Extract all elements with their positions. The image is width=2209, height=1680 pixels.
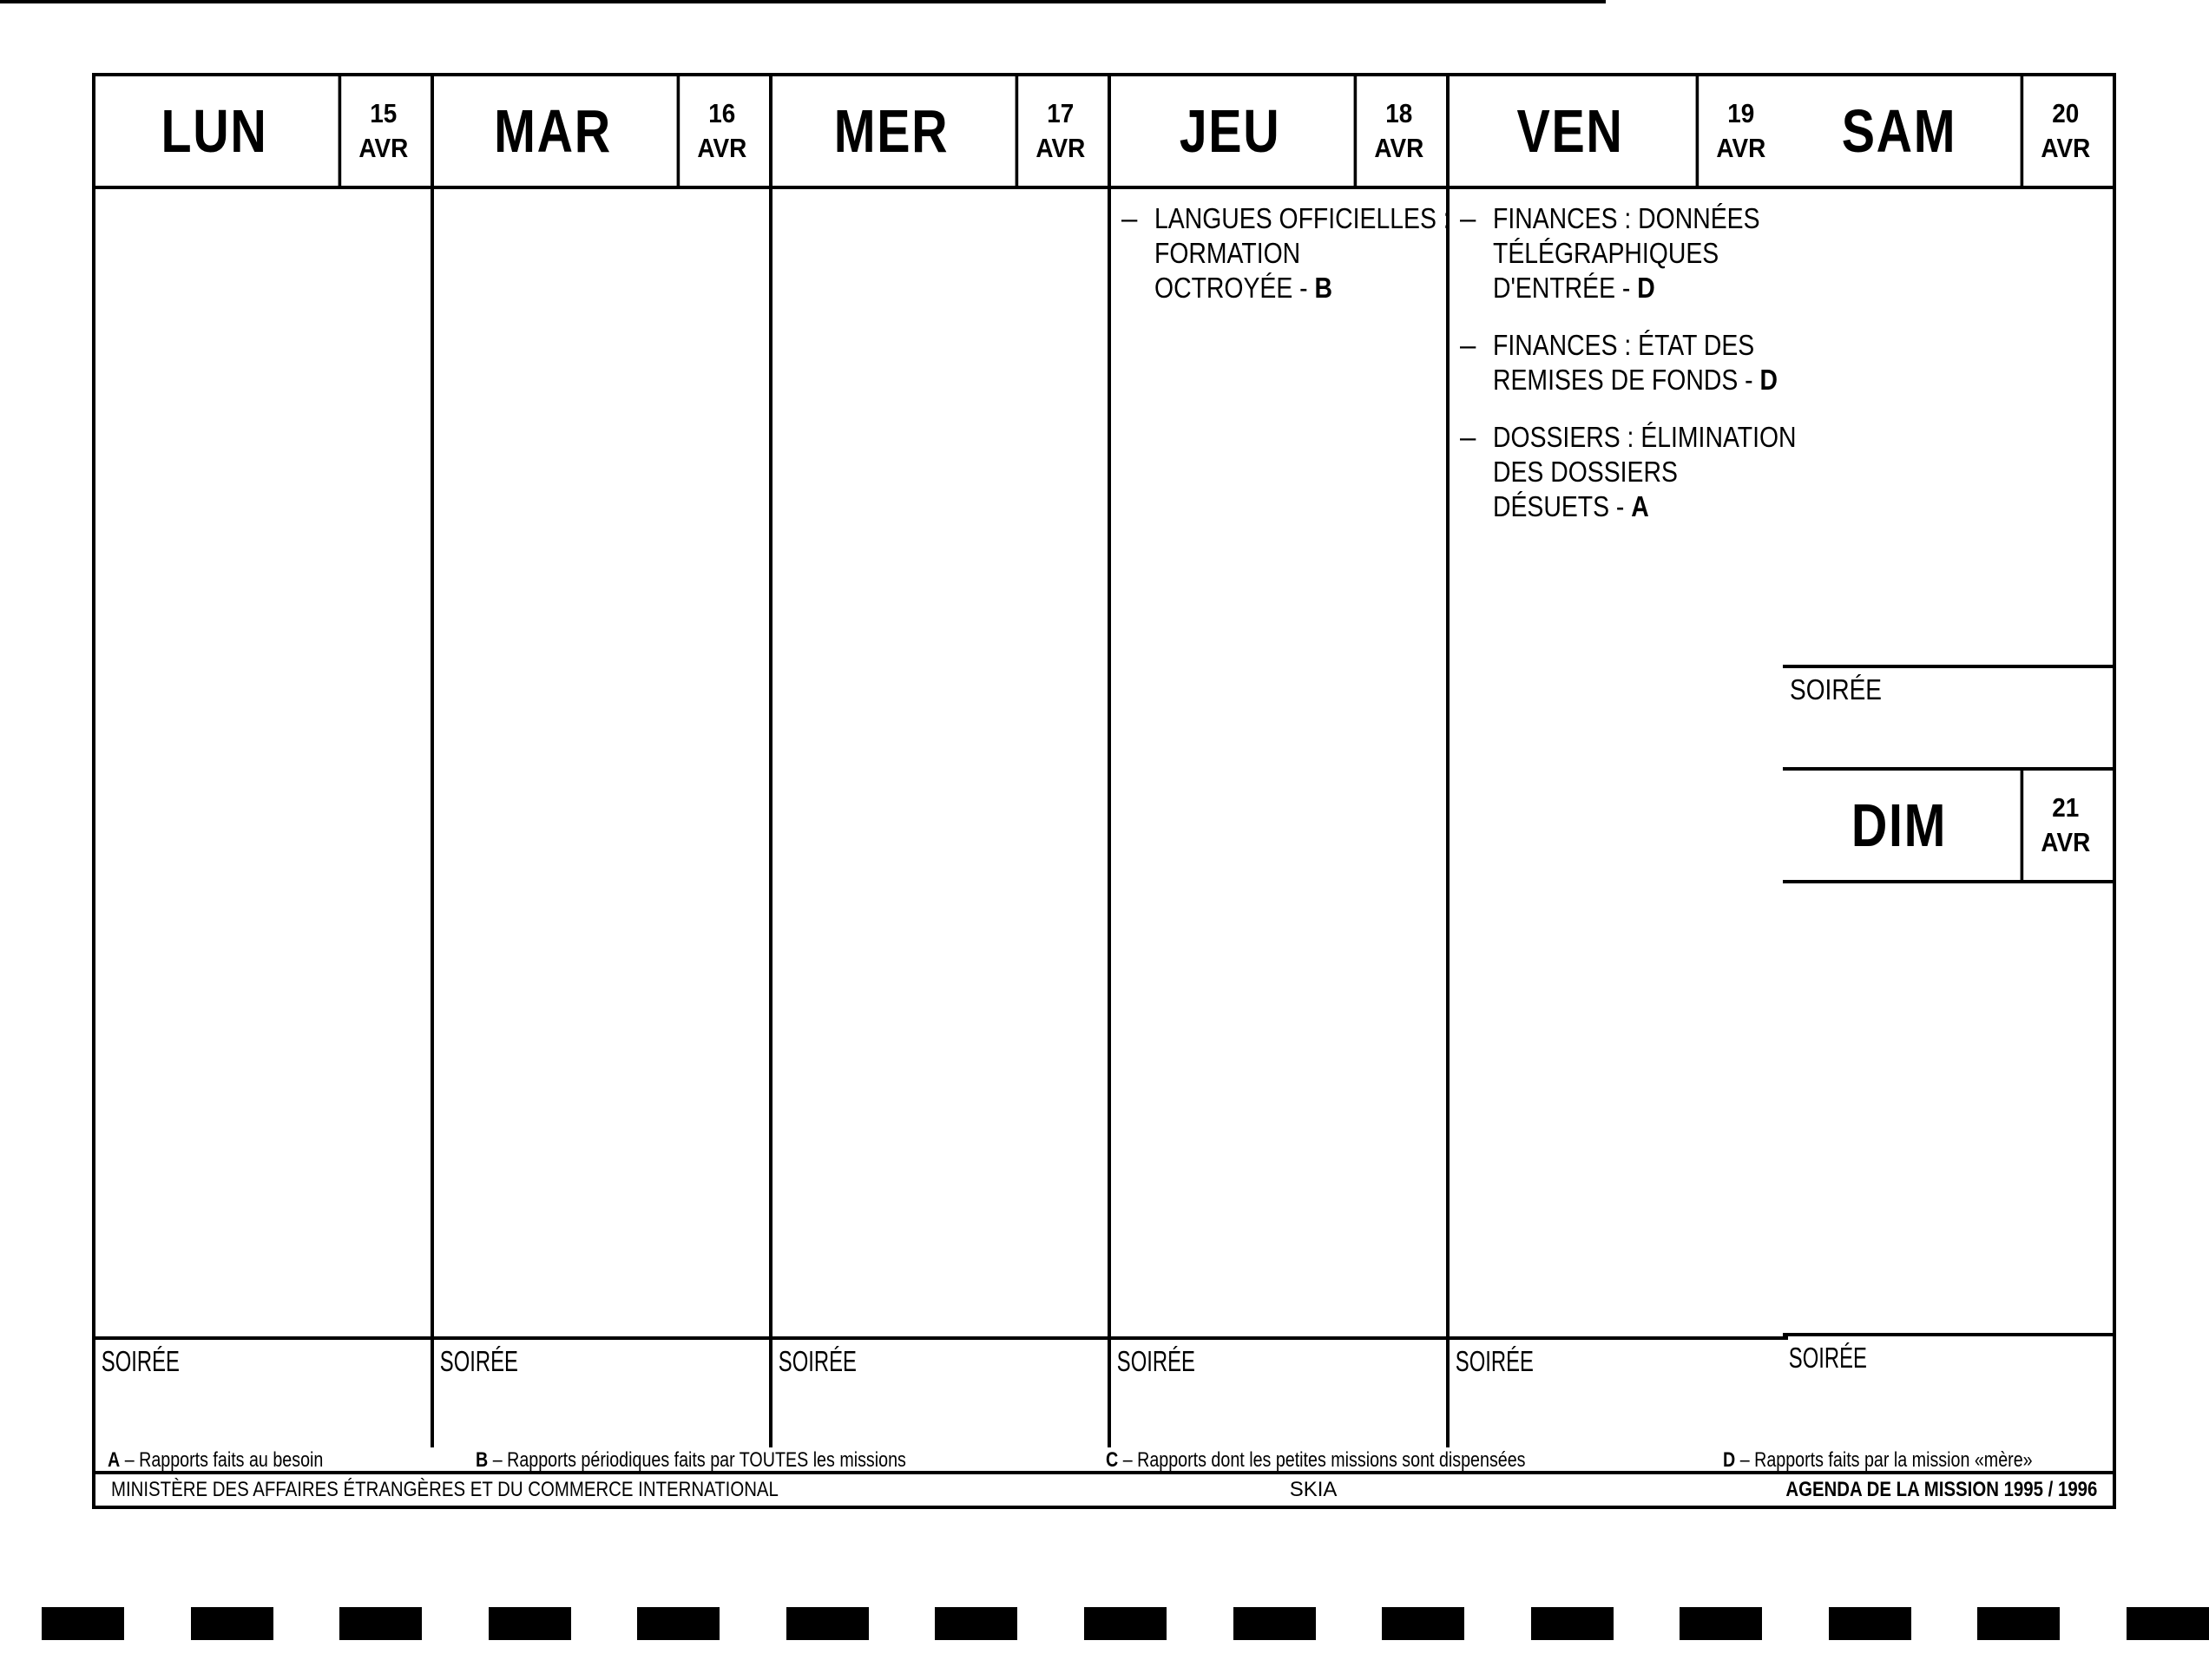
day-date	[1016, 76, 1103, 186]
entry-dash: –	[1460, 329, 1476, 361]
day-column-jeu	[1111, 76, 1450, 1447]
entry-line: LANGUES OFFICIELLES :	[1154, 202, 1450, 234]
scan-timing-marks	[0, 1607, 2209, 1642]
agenda-title: AGENDA DE LA MISSION 1995 / 1996	[1785, 1478, 2097, 1501]
legend-code: B	[476, 1448, 489, 1472]
timing-mark	[42, 1607, 124, 1640]
legend-code: C	[1106, 1448, 1119, 1472]
timing-mark	[1977, 1607, 2060, 1640]
entry-dash: –	[1460, 421, 1476, 453]
day-column-mer	[772, 76, 1111, 1447]
report-code: D	[1759, 364, 1778, 396]
weekday-columns	[95, 76, 1797, 1447]
legend-item-c	[1106, 1447, 1526, 1473]
day-header	[1783, 771, 2113, 883]
report-legend	[95, 1447, 2113, 1473]
report-code: A	[1631, 490, 1649, 522]
day-name: MER	[833, 97, 950, 165]
day-body[interactable]	[434, 189, 769, 1340]
day-column-mar	[434, 76, 772, 1447]
day-date	[677, 76, 765, 186]
day-column-lun	[95, 76, 434, 1447]
top-edge-line	[0, 0, 1606, 3]
day-number: 18	[1385, 98, 1413, 128]
timing-mark	[637, 1607, 720, 1640]
timing-mark	[1531, 1607, 1614, 1640]
day-body[interactable]	[1783, 189, 2113, 668]
day-body[interactable]	[772, 189, 1108, 1340]
day-header	[1783, 76, 2113, 189]
timing-mark	[191, 1607, 273, 1640]
day-month: AVR	[1716, 133, 1766, 163]
evening-label: SOIRÉE	[101, 1345, 180, 1377]
timing-mark	[1233, 1607, 1316, 1640]
day-date	[339, 76, 426, 186]
entry-line: FORMATION	[1154, 237, 1301, 269]
agenda-entry	[1121, 201, 1450, 305]
legend-text: – Rapports faits au besoin	[120, 1448, 324, 1472]
day-header	[772, 76, 1108, 189]
day-column-dim	[1783, 771, 2113, 1444]
entry-dash: –	[1460, 202, 1476, 234]
timing-mark	[935, 1607, 1017, 1640]
entry-line: D'ENTRÉE -	[1493, 272, 1638, 304]
agenda-week-grid	[92, 73, 2116, 1474]
entry-line: DOSSIERS : ÉLIMINATION	[1493, 421, 1797, 453]
day-header	[434, 76, 769, 189]
entry-line: OCTROYÉE -	[1154, 272, 1315, 304]
day-column-sam	[1783, 76, 2113, 771]
timing-mark	[1382, 1607, 1464, 1640]
day-column-ven	[1450, 76, 1797, 1447]
day-name: DIM	[1851, 791, 1948, 859]
day-body[interactable]	[1450, 189, 1797, 1340]
ministry-name: MINISTÈRE DES AFFAIRES ÉTRANGÈRES ET DU COMMERCE INTERNATIONAL	[111, 1478, 779, 1501]
day-date	[1354, 76, 1442, 186]
day-header	[1450, 76, 1788, 189]
entry-text	[1493, 420, 1797, 524]
entry-line: FINANCES : DONNÉES	[1493, 202, 1760, 234]
entry-line: DES DOSSIERS	[1493, 456, 1678, 488]
agenda-entry	[1460, 201, 1778, 305]
evening-label: SOIRÉE	[439, 1345, 518, 1377]
legend-item-b	[476, 1447, 906, 1473]
legend-code: D	[1723, 1448, 1736, 1472]
form-code: SKIA	[1289, 1478, 1338, 1501]
day-number: 15	[370, 98, 398, 128]
day-month: AVR	[1374, 133, 1424, 163]
page-footer	[92, 1474, 2116, 1509]
legend-item-d	[1723, 1447, 2033, 1473]
evening-box[interactable]	[1783, 668, 2113, 771]
day-number: 21	[2052, 792, 2080, 823]
timing-mark	[489, 1607, 571, 1640]
day-date	[2021, 76, 2108, 186]
day-number: 19	[1727, 98, 1755, 128]
legend-item-a	[108, 1447, 323, 1473]
legend-text: – Rapports dont les petites missions sont dispensées	[1118, 1448, 1526, 1472]
day-name: MAR	[494, 97, 612, 165]
timing-mark	[1829, 1607, 1911, 1640]
evening-box[interactable]	[772, 1340, 1057, 1447]
evening-label: SOIRÉE	[1788, 1342, 1867, 1374]
day-month: AVR	[1035, 133, 1086, 163]
day-month: AVR	[358, 133, 409, 163]
timing-mark	[786, 1607, 869, 1640]
day-body[interactable]	[1783, 883, 2113, 1336]
day-month: AVR	[2041, 827, 2091, 857]
entry-line: DÉSUETS -	[1493, 490, 1632, 522]
day-header	[95, 76, 431, 189]
day-body[interactable]	[1111, 189, 1450, 1340]
entry-line: FINANCES : ÉTAT DES	[1493, 329, 1755, 361]
evening-label: SOIRÉE	[1455, 1345, 1534, 1377]
day-number: 17	[1047, 98, 1075, 128]
entry-text	[1493, 201, 1760, 305]
weekend-column	[1783, 76, 2113, 1447]
entry-line: REMISES DE FONDS -	[1493, 364, 1760, 396]
report-code: D	[1637, 272, 1655, 304]
day-date	[2021, 771, 2108, 880]
day-month: AVR	[2041, 133, 2091, 163]
report-code: B	[1314, 272, 1333, 304]
timing-mark	[339, 1607, 422, 1640]
evening-label: SOIRÉE	[778, 1345, 857, 1377]
day-name: JEU	[1179, 97, 1281, 165]
entry-text	[1493, 328, 1778, 397]
legend-text: – Rapports faits par la mission «mère»	[1735, 1448, 2033, 1472]
legend-code: A	[108, 1448, 121, 1472]
day-name: VEN	[1516, 97, 1624, 165]
evening-box[interactable]	[95, 1340, 380, 1447]
day-name: SAM	[1841, 97, 1957, 165]
evening-box[interactable]	[1111, 1340, 1396, 1447]
day-body[interactable]	[95, 189, 431, 1340]
day-date	[1696, 76, 1784, 186]
evening-box[interactable]	[434, 1340, 719, 1447]
entry-dash: –	[1121, 202, 1138, 234]
evening-label: SOIRÉE	[1790, 673, 1882, 705]
timing-mark	[2127, 1607, 2209, 1640]
evening-box[interactable]	[1783, 1336, 2063, 1444]
entry-line: TÉLÉGRAPHIQUES	[1493, 237, 1719, 269]
timing-mark	[1680, 1607, 1762, 1640]
day-month: AVR	[697, 133, 747, 163]
timing-mark	[1084, 1607, 1167, 1640]
entry-text	[1154, 201, 1450, 305]
legend-text: – Rapports périodiques faits par TOUTES les missions	[488, 1448, 907, 1472]
evening-box[interactable]	[1450, 1340, 1738, 1447]
day-header	[1111, 76, 1446, 189]
day-number: 20	[2052, 98, 2080, 128]
evening-label: SOIRÉE	[1116, 1345, 1195, 1377]
day-number: 16	[708, 98, 736, 128]
agenda-entry	[1460, 328, 1778, 397]
agenda-entry	[1460, 420, 1797, 524]
day-name: LUN	[161, 97, 268, 165]
